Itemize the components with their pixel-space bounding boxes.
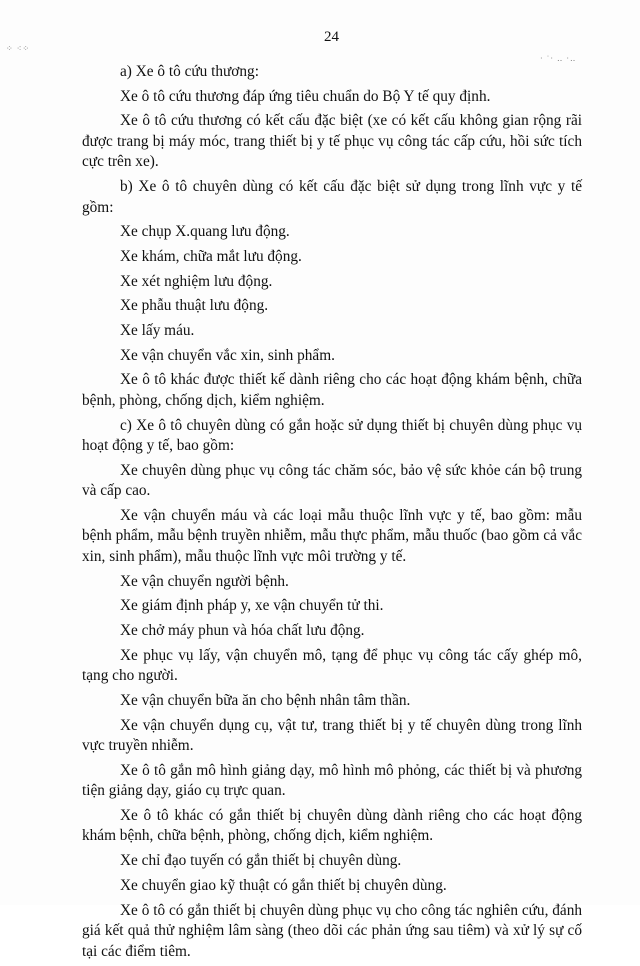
scan-noise-mark: · ˙· ‥ ·‥ xyxy=(540,54,577,63)
paragraph: Xe lấy máu. xyxy=(120,322,195,339)
paragraph: Xe vận chuyển vắc xin, sinh phẩm. xyxy=(120,346,335,364)
paragraph: Xe ô tô gắn mô hình giảng dạy, mô hình mô phỏng, các thiết bị và phương tiện giảng dạy, giáo cụ trực quan. xyxy=(82,761,582,800)
paragraph: Xe ô tô cứu thương có kết cấu đặc biệt (xe có kết cấu không gian rộng rãi được trang bị máy móc, trang thiết bị y tế phục vụ công tác cấp cứu, hồi sức tích cực trên xe). xyxy=(82,112,582,171)
paragraph: Xe ô tô khác có gắn thiết bị chuyên dùng dành riêng cho các hoạt động khám bệnh, chữa bệnh, phòng, chống dịch, kiểm nghiệm. xyxy=(82,806,582,845)
paragraph: Xe xét nghiệm lưu động. xyxy=(120,272,273,290)
paragraph: c) Xe ô tô chuyên dùng có gắn hoặc sử dụng thiết bị chuyên dùng phục vụ hoạt động y tế, bao gồm: xyxy=(82,416,582,455)
paragraph: Xe chở máy phun và hóa chất lưu động. xyxy=(120,622,365,639)
scan-noise-mark: ⁘ ⁖⁘ xyxy=(6,44,31,53)
page-number: 24 xyxy=(324,29,339,45)
paragraph: Xe ô tô cứu thương đáp ứng tiêu chuẩn do Bộ Y tế quy định. xyxy=(120,87,491,105)
paragraph: a) Xe ô tô cứu thương: xyxy=(120,63,259,80)
paragraph: Xe chỉ đạo tuyến có gắn thiết bị chuyên dùng. xyxy=(120,852,402,870)
paragraph: Xe vận chuyển người bệnh. xyxy=(120,572,289,590)
paragraph: Xe chụp X.quang lưu động. xyxy=(120,223,290,241)
paragraph: Xe chuyển giao kỹ thuật có gắn thiết bị chuyên dùng. xyxy=(120,876,447,894)
paragraph: Xe phục vụ lấy, vận chuyển mô, tạng để phục vụ công tác cấy ghép mô, tạng cho người. xyxy=(82,646,582,685)
paragraph: b) Xe ô tô chuyên dùng có kết cấu đặc biệt sử dụng trong lĩnh vực y tế gồm: xyxy=(82,178,582,216)
paragraph: Xe chuyên dùng phục vụ công tác chăm sóc, bảo vệ sức khỏe cán bộ trung và cấp cao. xyxy=(82,461,582,500)
paragraph: Xe vận chuyển máu và các loại mẫu thuộc lĩnh vực y tế, bao gồm: mẫu bệnh phẩm, mẫu bệnh truyền nhiễm, mẫu thực phẩm, mẫu thuốc (bao gồm cả vắc xin, sinh phẩm), mẫu thuộc lĩnh vực môi trường y tế. xyxy=(82,506,582,565)
document-body xyxy=(82,62,582,966)
paragraph: Xe phẫu thuật lưu động. xyxy=(120,297,269,315)
paragraph: Xe khám, chữa mắt lưu động. xyxy=(120,247,302,265)
paragraph: Xe vận chuyển dụng cụ, vật tư, trang thiết bị y tế chuyên dùng trong lĩnh vực truyền nhiễm. xyxy=(82,716,582,755)
paragraph: Xe ô tô khác được thiết kế dành riêng cho các hoạt động khám bệnh, chữa bệnh, phòng, chống dịch, kiểm nghiệm. xyxy=(82,371,582,409)
paragraph: Xe vận chuyển bữa ăn cho bệnh nhân tâm thần. xyxy=(120,691,411,709)
paragraph: Xe giám định pháp y, xe vận chuyển tử thi. xyxy=(120,597,384,615)
paragraph: Xe ô tô có gắn thiết bị chuyên dùng phục vụ cho công tác nghiên cứu, đánh giá kết quả thử nghiệm lâm sàng (theo dõi các phản ứng sau tiêm) và xử lý sự cố tại các điểm tiêm. xyxy=(82,901,582,960)
